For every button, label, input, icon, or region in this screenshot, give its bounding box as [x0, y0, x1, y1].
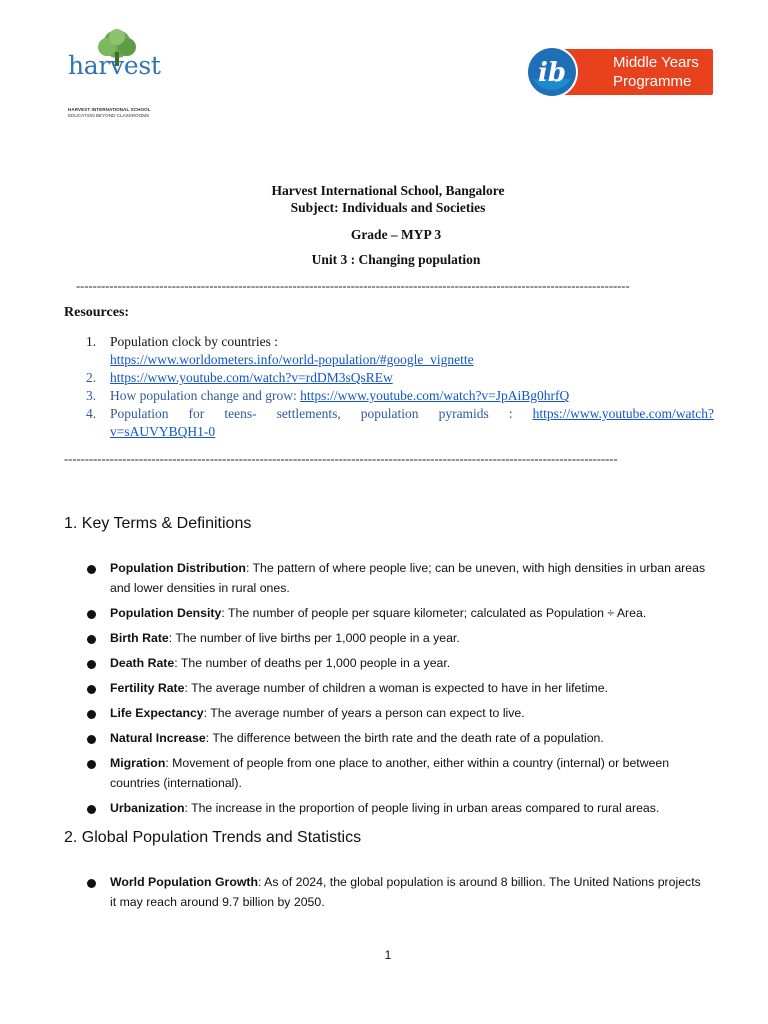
bullet-icon — [87, 660, 96, 669]
resource-item — [86, 333, 714, 369]
resource-number: 3. — [86, 388, 97, 403]
trends-list — [86, 872, 706, 917]
bullet-icon — [87, 879, 96, 888]
divider-bottom: ------------------------------------------------------------------------------------------------------------------------------------- — [64, 452, 618, 466]
list-item — [86, 653, 706, 673]
definition: : The average number of children a woman is expected to have in her lifetime. — [184, 681, 609, 695]
list-item — [86, 678, 706, 698]
definition: : The number of live births per 1,000 people in a year. — [168, 631, 460, 645]
harvest-wordmark: harvest — [68, 51, 161, 80]
term: Population Distribution — [110, 561, 246, 575]
resource-link[interactable]: https://www.youtube.com/watch? — [532, 406, 714, 421]
term: Birth Rate — [110, 631, 169, 645]
definition: : The increase in the proportion of people living in urban areas compared to rural areas. — [184, 801, 660, 815]
grade-line: Grade – MYP 3 — [350, 227, 442, 242]
school-name: Harvest International School, Bangalore — [271, 183, 505, 198]
term: Population Density — [110, 606, 222, 620]
section-2-title: 2. Global Population Trends and Statistics — [64, 829, 362, 846]
ib-myp-logo — [525, 45, 713, 100]
bullet-icon — [87, 710, 96, 719]
definition: : As of 2024, the global population is around 8 billion. The United Nations projects it may reach around 9.7 billion by 2050. — [110, 875, 701, 909]
definition: : The number of people per square kilometer; calculated as Population ÷ Area. — [221, 606, 647, 620]
unit-line: Unit 3 : Changing population — [311, 252, 481, 267]
term: World Population Growth — [110, 875, 259, 889]
harvest-school-name: HARVEST INTERNATIONAL SCHOOL — [68, 107, 151, 112]
resources-heading: Resources: — [64, 305, 130, 320]
subject-line: Subject: Individuals and Societies — [290, 200, 486, 215]
resource-number: 2. — [86, 370, 97, 385]
resource-link[interactable]: https://www.worldometers.info/world-population/#google_vignette — [110, 352, 474, 367]
resources-list — [86, 333, 714, 441]
term: Urbanization — [110, 801, 185, 815]
section-1-title: 1. Key Terms & Definitions — [64, 515, 252, 532]
list-item — [86, 798, 706, 818]
page-number: 1 — [384, 948, 392, 962]
definition: : The number of deaths per 1,000 people in a year. — [174, 656, 451, 670]
resource-item — [86, 369, 714, 387]
list-item — [86, 753, 706, 793]
ib-circle-icon — [525, 45, 579, 99]
resource-item — [86, 387, 714, 405]
myp-line-2: Programme — [613, 73, 692, 90]
term: Natural Increase — [110, 731, 206, 745]
list-item — [86, 872, 706, 912]
list-item — [86, 558, 706, 598]
harvest-tagline: EDUCATION BEYOND CLASSROOMS — [68, 113, 150, 118]
definition: : The difference between the birth rate and the death rate of a population. — [205, 731, 604, 745]
definition: : The pattern of where people live; can be uneven, with high densities in urban areas and lower densities in rural ones. — [110, 561, 706, 595]
bullet-icon — [87, 610, 96, 619]
list-item — [86, 728, 706, 748]
resource-item — [86, 405, 714, 441]
bullet-icon — [87, 760, 96, 769]
resource-text: Population clock by countries : — [110, 334, 278, 349]
term: Fertility Rate — [110, 681, 185, 695]
term: Death Rate — [110, 656, 175, 670]
resource-link-continued[interactable]: v=sAUVYBQH1-0 — [110, 424, 216, 439]
resource-link[interactable]: https://www.youtube.com/watch?v=rdDM3sQsREw — [110, 370, 393, 385]
bullet-icon — [87, 805, 96, 814]
bullet-icon — [87, 635, 96, 644]
list-item — [86, 628, 706, 648]
definition: : The average number of years a person can expect to live. — [203, 706, 525, 720]
resource-number: 1. — [86, 334, 97, 349]
definition: : Movement of people from one place to another, either within a country (internal) or between countries (international). — [110, 756, 670, 790]
key-terms-list — [86, 558, 706, 823]
bullet-icon — [87, 685, 96, 694]
list-item — [86, 603, 706, 623]
bullet-icon — [87, 565, 96, 574]
divider-top: ------------------------------------------------------------------------------------------------------------------------------------- — [76, 279, 630, 293]
resource-number: 4. — [86, 406, 97, 421]
ib-mark: ib — [537, 58, 567, 88]
list-item — [86, 703, 706, 723]
harvest-logo — [66, 28, 172, 118]
term: Migration — [110, 756, 166, 770]
resource-text: Population for teens- settlements, population pyramids : — [110, 406, 513, 421]
bullet-icon — [87, 735, 96, 744]
resource-link[interactable]: https://www.youtube.com/watch?v=JpAiBg0hrfQ — [300, 388, 570, 403]
myp-line-1: Middle Years — [613, 54, 699, 71]
resource-text: How population change and grow: — [110, 388, 297, 403]
term: Life Expectancy — [110, 706, 204, 720]
